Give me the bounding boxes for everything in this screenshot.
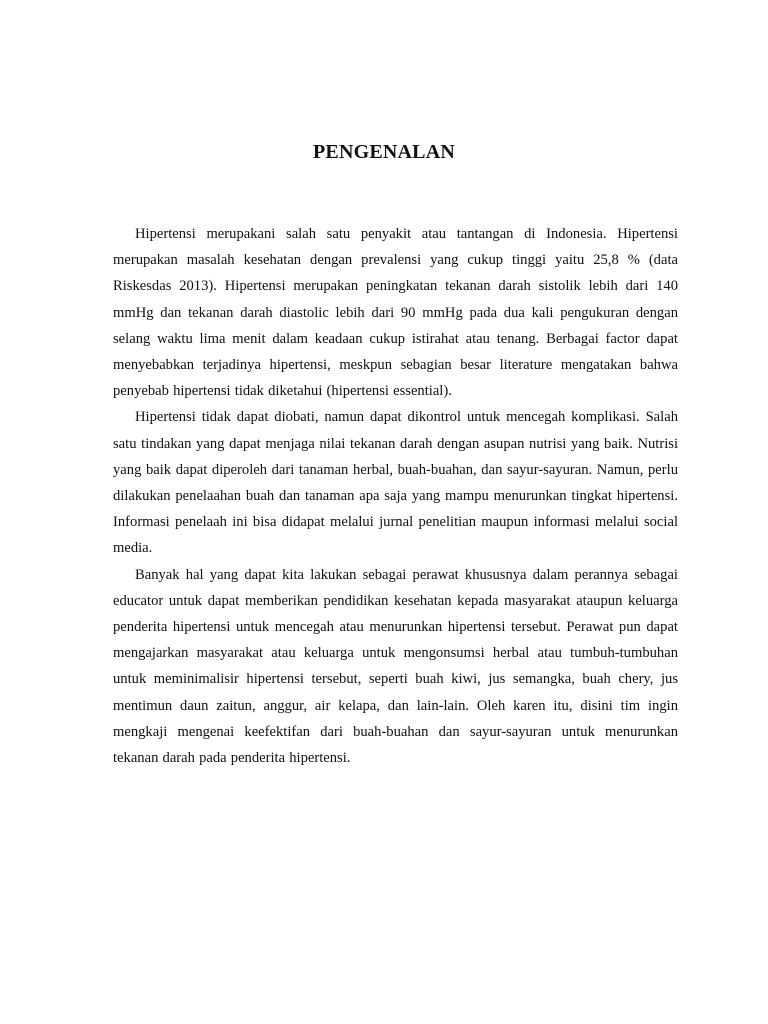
- paragraph-3: Banyak hal yang dapat kita lakukan sebagai perawat khususnya dalam perannya sebagai educator untuk dapat memberikan pendidikan kesehatan kepada masyarakat ataupun keluarga penderita hipertensi untuk mencegah atau menurunkan hipertensi tersebut. Perawat pun dapat mengajarkan masyarakat atau keluarga untuk mengonsumsi herbal atau tumbuh-tumbuhan untuk meminimalisir hipertensi tersebut, seperti buah kiwi, jus semangka, buah chery, jus mentimun daun zaitun, anggur, air kelapa, dan lain-lain. Oleh karen itu, disini tim ingin mengkaji mengenai keefektifan dari buah-buahan dan sayur-sayuran untuk menurunkan tekanan darah pada penderita hipertensi.: [113, 566, 678, 767]
- paragraph-2: Hipertensi tidak dapat diobati, namun dapat dikontrol untuk mencegah komplikasi. Salah satu tindakan yang dapat menjaga nilai tekanan darah dengan asupan nutrisi yang baik. Nutrisi yang baik dapat diperoleh dari tanaman herbal, buah-buahan, dan sayur-sayuran. Namun, perlu dilakukan penelaahan buah dan tanaman apa saja yang mampu menurunkan tingkat hipertensi. Informasi penelaah ini bisa didapat melalui jurnal penelitian maupun informasi melalui social media.: [113, 409, 678, 557]
- body-text: [113, 221, 678, 771]
- page-title: PENGENALAN: [312, 141, 455, 163]
- paragraph-1: Hipertensi merupakani salah satu penyakit atau tantangan di Indonesia. Hipertensi merupakan masalah kesehatan dengan prevalensi yang cukup tinggi yaitu 25,8 % (data Riskesdas 2013). Hipertensi merupakan peningkatan tekanan darah sistolik lebih dari 140 mmHg dan tekanan darah diastolic lebih dari 90 mmHg pada dua kali pengukuran dengan selang waktu lima menit dalam keadaan cukup istirahat atau tenang. Berbagai factor dapat menyebabkan terjadinya hipertensi, meskpun sebagian besar literature mengatakan bahwa penyebab hipertensi tidak diketahui (hipertensi essential).: [113, 226, 678, 400]
